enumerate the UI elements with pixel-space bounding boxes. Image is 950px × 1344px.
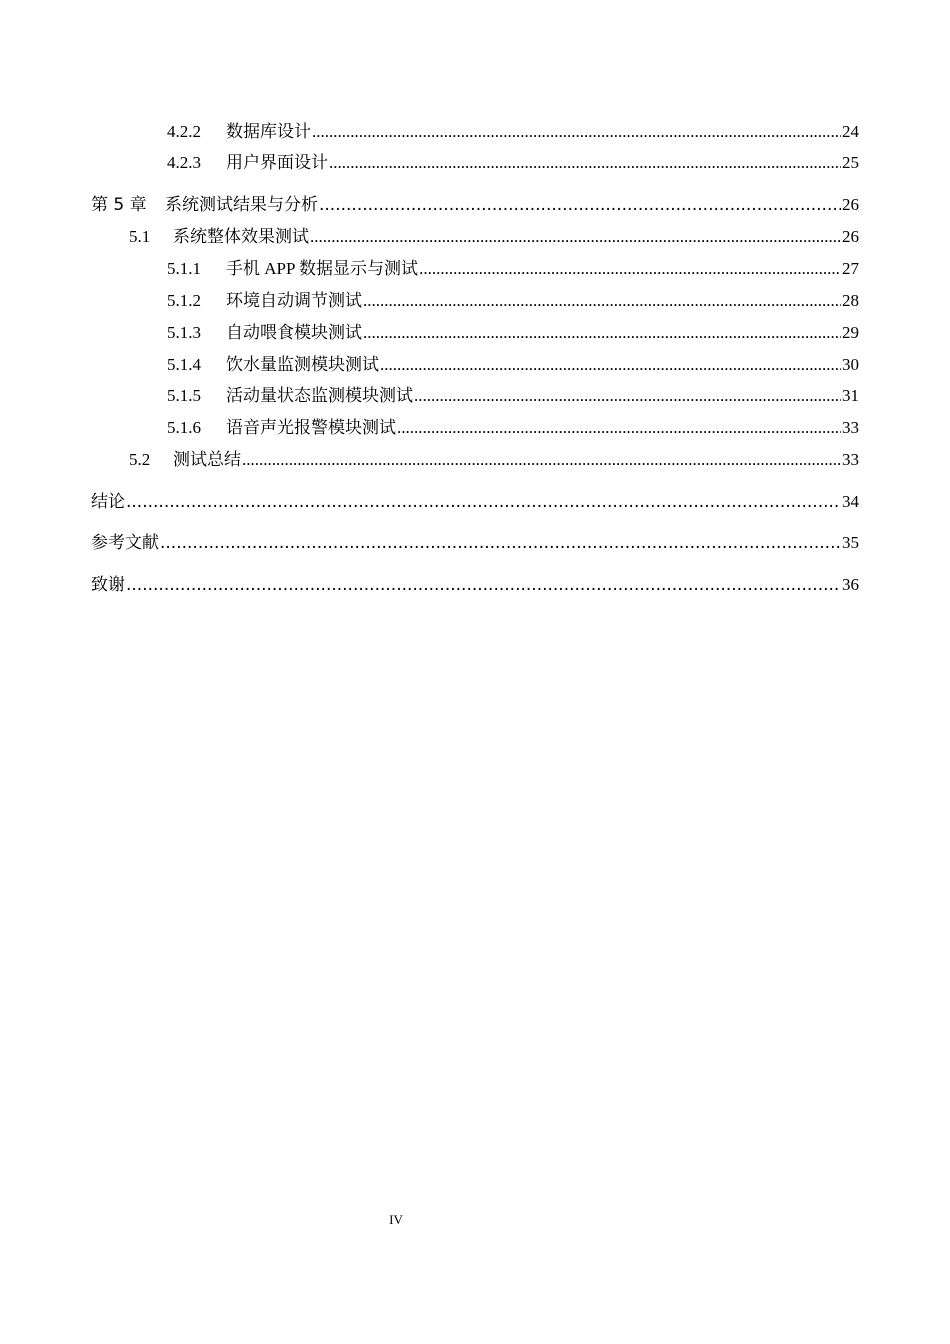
- toc-entry-page: 26: [842, 227, 859, 246]
- toc-entry-page: 31: [842, 386, 859, 405]
- toc-leader-dots: [329, 153, 841, 173]
- toc-entry-5-1-4[interactable]: [91, 351, 859, 375]
- toc-entry-number: 5.1.4: [167, 355, 201, 374]
- toc-entry-page: 29: [842, 323, 859, 342]
- toc-entry-number: 5.1.5: [167, 386, 201, 405]
- toc-entry-title: 结论: [91, 492, 125, 512]
- toc-leader-dots: [419, 259, 841, 279]
- page-number-footer: IV: [389, 1212, 403, 1227]
- toc-entry-number: 4.2.2: [167, 122, 201, 141]
- toc-leader-dots: [126, 575, 841, 595]
- toc-entry-number: 5.1.6: [167, 418, 201, 437]
- toc-entry-number: 5.1.2: [167, 291, 201, 310]
- toc-entry-page: 26: [842, 195, 859, 214]
- toc-entry-page: 27: [842, 259, 859, 278]
- toc-leader-dots: [380, 355, 841, 375]
- toc-entry-number: 5.1.1: [167, 259, 201, 278]
- toc-leader-dots: [319, 195, 841, 215]
- toc-entry-number: 5.1: [129, 227, 151, 246]
- toc-entry-number: 第 5 章: [91, 195, 147, 215]
- toc-entry-title: 手机 APP 数据显示与测试: [226, 259, 419, 278]
- toc-entry-page: 33: [842, 418, 859, 437]
- toc-entry-page: 28: [842, 291, 859, 310]
- toc-leader-dots: [160, 533, 841, 553]
- toc-entry-chapter-5[interactable]: [91, 191, 859, 215]
- toc-entry-page: 36: [842, 575, 859, 594]
- toc-entry-title: 参考文献: [91, 533, 159, 553]
- toc-entry-conclusion[interactable]: [91, 488, 859, 512]
- toc-entry-5-1[interactable]: [91, 223, 859, 247]
- toc-leader-dots: [310, 227, 841, 247]
- toc-entry-title: 用户界面设计: [226, 153, 328, 172]
- toc-entry-page: 33: [842, 450, 859, 469]
- toc-entry-page: 25: [842, 153, 859, 172]
- toc-entry-title: 语音声光报警模块测试: [226, 418, 396, 437]
- toc-entry-4-2-2[interactable]: [91, 118, 859, 142]
- toc-entry-title: 自动喂食模块测试: [226, 323, 362, 342]
- toc-entry-acknowledgements[interactable]: [91, 571, 859, 595]
- toc-leader-dots: [414, 386, 841, 406]
- toc-entry-number: 5.2: [129, 450, 151, 469]
- toc-entry-5-1-2[interactable]: [91, 287, 859, 311]
- toc-entry-page: 34: [842, 492, 859, 511]
- toc-entry-5-1-1[interactable]: [91, 255, 859, 279]
- toc-entry-references[interactable]: [91, 529, 859, 553]
- toc-entry-title: 系统测试结果与分析: [165, 195, 318, 215]
- toc-leader-dots: [397, 418, 841, 438]
- toc-leader-dots: [312, 122, 841, 142]
- toc-entry-title: 测试总结: [173, 450, 241, 469]
- toc-leader-dots: [242, 450, 841, 470]
- toc-entry-page: 24: [842, 122, 859, 141]
- toc-entry-title: 致谢: [91, 575, 125, 595]
- toc-entry-title: 系统整体效果测试: [173, 227, 309, 246]
- toc-entry-page: 30: [842, 355, 859, 374]
- toc-entry-5-1-5[interactable]: [91, 382, 859, 406]
- toc-entry-page: 35: [842, 533, 859, 552]
- toc-entry-number: 4.2.3: [167, 153, 201, 172]
- toc-entry-5-1-3[interactable]: [91, 319, 859, 343]
- toc-entry-title: 数据库设计: [226, 122, 311, 141]
- toc-leader-dots: [363, 323, 841, 343]
- toc-entry-title: 环境自动调节测试: [226, 291, 362, 310]
- toc-leader-dots: [363, 291, 841, 311]
- toc-entry-5-1-6[interactable]: [91, 414, 859, 438]
- toc-entry-title: 活动量状态监测模块测试: [226, 386, 413, 405]
- toc-entry-number: 5.1.3: [167, 323, 201, 342]
- toc-entry-4-2-3[interactable]: [91, 149, 859, 173]
- toc-leader-dots: [126, 492, 841, 512]
- toc-entry-title: 饮水量监测模块测试: [226, 355, 379, 374]
- toc-entry-5-2[interactable]: [91, 446, 859, 470]
